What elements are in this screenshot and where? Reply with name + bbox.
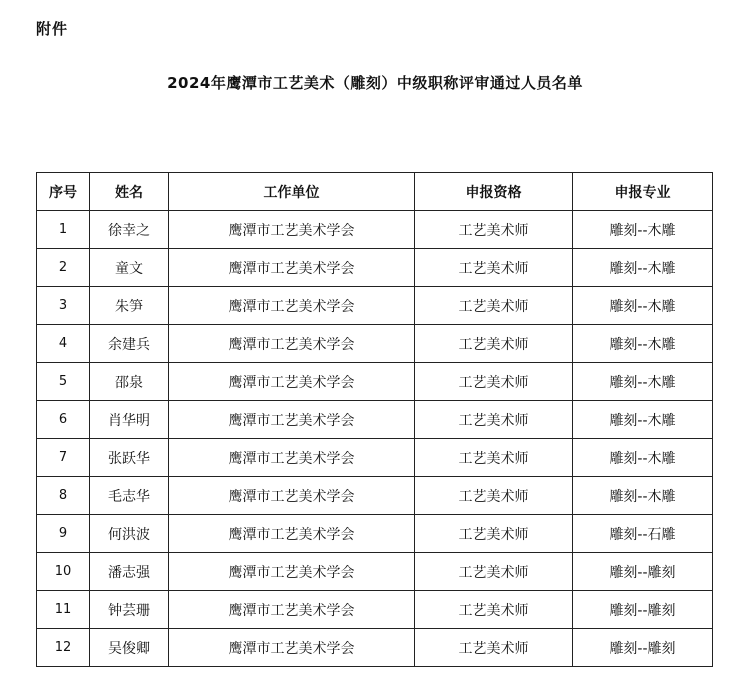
column-header-name: 姓名	[90, 173, 169, 211]
cell-qualification: 工艺美术师	[415, 439, 573, 477]
cell-unit: 鹰潭市工艺美术学会	[169, 591, 415, 629]
cell-unit: 鹰潭市工艺美术学会	[169, 515, 415, 553]
column-header-major: 申报专业	[573, 173, 713, 211]
cell-unit: 鹰潭市工艺美术学会	[169, 211, 415, 249]
column-header-qualification: 申报资格	[415, 173, 573, 211]
table-row	[37, 477, 713, 515]
cell-major: 雕刻--木雕	[573, 401, 713, 439]
table-row	[37, 249, 713, 287]
cell-qualification: 工艺美术师	[415, 287, 573, 325]
personnel-table	[36, 172, 713, 667]
cell-number: 5	[37, 363, 90, 401]
cell-number: 2	[37, 249, 90, 287]
cell-unit: 鹰潭市工艺美术学会	[169, 363, 415, 401]
cell-major: 雕刻--木雕	[573, 287, 713, 325]
table-row	[37, 363, 713, 401]
cell-qualification: 工艺美术师	[415, 629, 573, 667]
cell-number: 3	[37, 287, 90, 325]
cell-major: 雕刻--木雕	[573, 477, 713, 515]
cell-major: 雕刻--木雕	[573, 363, 713, 401]
cell-name: 潘志强	[90, 553, 169, 591]
cell-qualification: 工艺美术师	[415, 325, 573, 363]
table-row	[37, 629, 713, 667]
column-header-number: 序号	[37, 173, 90, 211]
cell-major: 雕刻--石雕	[573, 515, 713, 553]
cell-unit: 鹰潭市工艺美术学会	[169, 401, 415, 439]
table-row	[37, 591, 713, 629]
cell-qualification: 工艺美术师	[415, 211, 573, 249]
page-title: 2024年鹰潭市工艺美术（雕刻）中级职称评审通过人员名单	[167, 74, 583, 92]
cell-major: 雕刻--木雕	[573, 249, 713, 287]
table-row	[37, 211, 713, 249]
column-header-unit: 工作单位	[169, 173, 415, 211]
cell-number: 4	[37, 325, 90, 363]
cell-number: 7	[37, 439, 90, 477]
cell-name: 童文	[90, 249, 169, 287]
cell-number: 10	[37, 553, 90, 591]
cell-major: 雕刻--雕刻	[573, 629, 713, 667]
cell-qualification: 工艺美术师	[415, 401, 573, 439]
cell-name: 余建兵	[90, 325, 169, 363]
cell-number: 12	[37, 629, 90, 667]
table-row	[37, 287, 713, 325]
cell-major: 雕刻--雕刻	[573, 591, 713, 629]
table-row	[37, 325, 713, 363]
cell-unit: 鹰潭市工艺美术学会	[169, 477, 415, 515]
cell-unit: 鹰潭市工艺美术学会	[169, 553, 415, 591]
cell-unit: 鹰潭市工艺美术学会	[169, 629, 415, 667]
cell-major: 雕刻--木雕	[573, 211, 713, 249]
cell-qualification: 工艺美术师	[415, 363, 573, 401]
cell-number: 1	[37, 211, 90, 249]
cell-name: 钟芸珊	[90, 591, 169, 629]
cell-qualification: 工艺美术师	[415, 553, 573, 591]
cell-qualification: 工艺美术师	[415, 591, 573, 629]
cell-name: 邵泉	[90, 363, 169, 401]
cell-unit: 鹰潭市工艺美术学会	[169, 287, 415, 325]
cell-name: 徐幸之	[90, 211, 169, 249]
cell-number: 6	[37, 401, 90, 439]
cell-unit: 鹰潭市工艺美术学会	[169, 249, 415, 287]
cell-name: 何洪波	[90, 515, 169, 553]
cell-qualification: 工艺美术师	[415, 477, 573, 515]
cell-major: 雕刻--木雕	[573, 325, 713, 363]
cell-unit: 鹰潭市工艺美术学会	[169, 439, 415, 477]
cell-number: 8	[37, 477, 90, 515]
cell-name: 毛志华	[90, 477, 169, 515]
table-row	[37, 553, 713, 591]
cell-qualification: 工艺美术师	[415, 249, 573, 287]
attachment-label: 附件	[36, 20, 69, 38]
cell-unit: 鹰潭市工艺美术学会	[169, 325, 415, 363]
cell-major: 雕刻--木雕	[573, 439, 713, 477]
cell-name: 吴俊卿	[90, 629, 169, 667]
cell-qualification: 工艺美术师	[415, 515, 573, 553]
cell-number: 11	[37, 591, 90, 629]
table-row	[37, 515, 713, 553]
cell-name: 朱笋	[90, 287, 169, 325]
cell-major: 雕刻--雕刻	[573, 553, 713, 591]
table-row	[37, 401, 713, 439]
table-row	[37, 439, 713, 477]
cell-name: 肖华明	[90, 401, 169, 439]
table-header-row	[37, 173, 713, 211]
cell-number: 9	[37, 515, 90, 553]
cell-name: 张跃华	[90, 439, 169, 477]
